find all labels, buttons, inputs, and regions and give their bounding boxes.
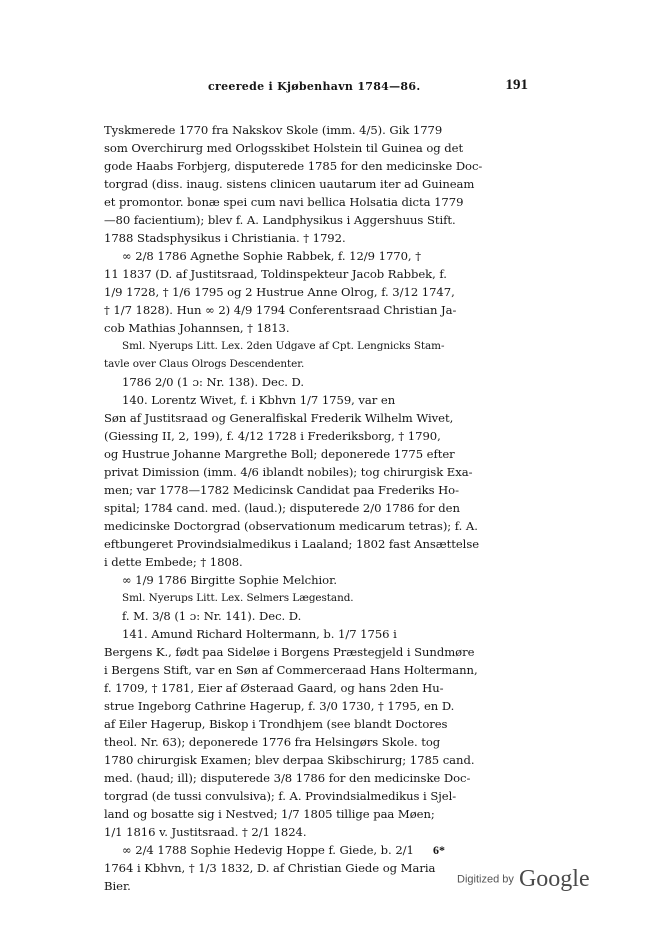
text-line: Sml. Nyerups Litt. Lex. Selmers Lægestand. (122, 592, 354, 604)
text-line: eftbungeret Provindsialmedikus i Laaland; 1802 fast Ansættelse (104, 537, 480, 551)
text-line: land og bosatte sig i Nestved; 1/7 1805 tillige paa Møen; (104, 807, 435, 821)
text-line: spital; 1784 cand. med. (laud.); disputerede 2/0 1786 for den (104, 501, 460, 515)
text-line: et promontor. bonæ spei cum navi bellica Holsatia dicta 1779 (104, 195, 464, 209)
text-line: Søn af Justitsraad og Generalfiskal Frederik Wilhelm Wivet, (104, 411, 454, 425)
text-line: i Bergens Stift, var en Søn af Commerceraad Hans Holtermann, (104, 663, 478, 677)
text-line: ∞ 2/8 1786 Agnethe Sophie Rabbek, f. 12/9 1770, † (122, 249, 421, 263)
text-line: privat Dimission (imm. 4/6 iblandt nobiles); tog chirurgisk Exa- (104, 465, 473, 479)
text-line: ∞ 1/9 1786 Birgitte Sophie Melchior. (122, 573, 337, 587)
text-line: med. (haud; ill); disputerede 3/8 1786 for den medicinske Doc- (104, 771, 471, 785)
text-line: men; var 1778—1782 Medicinsk Candidat paa Frederiks Ho- (104, 483, 459, 497)
text-line: 1786 2/0 (1 ɔ: Nr. 138). Dec. D. (122, 375, 304, 389)
text-line: som Overchirurg med Orlogsskibet Holstein til Guinea og det (104, 141, 464, 155)
text-line: 141. Amund Richard Holtermann, b. 1/7 1756 i (122, 627, 397, 641)
text-line: f. 1709, † 1781, Eier af Østeraad Gaard, og hans 2den Hu- (104, 681, 444, 695)
page-number: 191 (505, 77, 528, 93)
text-line: ∞ 2/4 1788 Sophie Hedevig Hoppe f. Giede, b. 2/1 (122, 843, 414, 857)
text-line: 1780 chirurgisk Examen; blev derpaa Skibschirurg; 1785 cand. (104, 753, 475, 767)
text-line: Tyskmerede 1770 fra Nakskov Skole (imm. 4/5). Gik 1779 (104, 123, 443, 137)
text-line: (Giessing II, 2, 199), f. 4/12 1728 i Frederiksborg, † 1790, (104, 429, 441, 443)
body-text (104, 121, 536, 895)
text-line: gode Haabs Forbjerg, disputerede 1785 for den medicinske Doc- (104, 159, 483, 173)
text-line: 1/9 1728, † 1/6 1795 og 2 Hustrue Anne Olrog, f. 3/12 1747, (104, 285, 455, 299)
text-line: 140. Lorentz Wivet, f. i Kbhvn 1/7 1759, var en (122, 393, 396, 407)
digitized-by-google-watermark (457, 866, 590, 896)
text-line: 1/1 1816 v. Justitsraad. † 2/1 1824. (104, 825, 307, 839)
text-line: tavle over Claus Olrogs Descendenter. (104, 358, 305, 370)
text-line: og Hustrue Johanne Margrethe Boll; deponerede 1775 efter (104, 447, 455, 461)
google-logo: Google (518, 866, 590, 892)
text-line: strue Ingeborg Cathrine Hagerup, f. 3/0 1730, † 1795, en D. (104, 699, 455, 713)
text-line: Sml. Nyerups Litt. Lex. 2den Udgave af Cpt. Lengnicks Stam- (122, 340, 445, 352)
watermark-prefix: Digitized by (457, 873, 514, 886)
running-head: creerede i Kjøbenhavn 1784—86. (208, 80, 421, 93)
text-line: torgrad (de tussi convulsiva); f. A. Provindsialmedikus i Sjel- (104, 789, 457, 803)
text-line: † 1/7 1828). Hun ∞ 2) 4/9 1794 Conferentsraad Christian Ja- (104, 303, 457, 317)
text-line: Bier. (104, 879, 131, 893)
text-line: medicinske Doctorgrad (observationum medicarum tetras); f. A. (104, 519, 478, 533)
text-line: 1788 Stadsphysikus i Christiania. † 1792. (104, 231, 346, 245)
text-line: theol. Nr. 63); deponerede 1776 fra Helsingørs Skole. tog (104, 735, 441, 749)
text-line: 1764 i Kbhvn, † 1/3 1832, D. af Christian Giede og Maria (104, 861, 436, 875)
signature-mark: 6* (433, 843, 445, 857)
page-header (108, 77, 528, 98)
text-line: cob Mathias Johannsen, † 1813. (104, 321, 290, 335)
text-line: —80 facientium); blev f. A. Landphysikus i Aggershuus Stift. (104, 213, 456, 227)
text-line: Bergens K., født paa Sideløe i Borgens Præstegjeld i Sundmøre (104, 645, 475, 659)
text-line: 11 1837 (D. af Justitsraad, Toldinspekteur Jacob Rabbek, f. (104, 267, 447, 281)
text-line: af Eiler Hagerup, Biskop i Trondhjem (see blandt Doctores (104, 717, 448, 731)
text-line: f. M. 3/8 (1 ɔ: Nr. 141). Dec. D. (122, 609, 302, 623)
text-line: i dette Embede; † 1808. (104, 555, 243, 569)
text-line: torgrad (diss. inaug. sistens clinicen uautarum iter ad Guineam (104, 177, 475, 191)
